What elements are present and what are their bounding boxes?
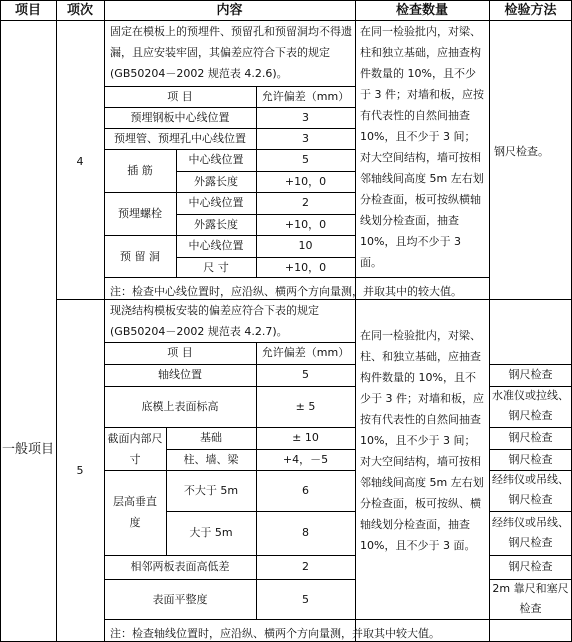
row5-flat-value: 5 [302,593,309,606]
row4-bar-label: 插 筋 [127,164,153,177]
row5-flat-label: 表面平整度 [152,593,208,606]
row5-index: 5 [76,464,84,477]
row5-section-foundation-value: ± 10 [292,431,319,444]
row4-table-head-item: 项 目 [167,90,193,103]
row5-bottom-method: 水准仪或拉线、钢尺检查 [492,389,569,422]
row5-vertical-gt5: 大于 5m [189,526,233,539]
row4-plate-label: 预埋钢板中心线位置 [130,111,230,124]
row5-axis-method: 钢尺检查 [508,368,553,381]
row5-bottom-value: ± 5 [295,400,316,413]
general-item-label: 一般项目 [2,442,55,457]
row5-vertical-le5-method: 经纬仪或吊线、钢尺检查 [492,473,569,506]
row4-pipe-value: 3 [302,132,309,145]
row4-bolt-label: 预埋螺栓 [118,207,162,220]
row5-vertical-le5: 不大于 5m [183,484,239,497]
header-item: 项目 [14,3,41,18]
row5-adjacent-value: 2 [302,560,309,573]
row4-intro: 固定在模板上的预埋件、预留孔和预留洞均不得遗漏，且应安装牢固，其偏差应符合下表的规定(GB50204－2002 规范表 4.2.6)。 [110,25,352,80]
row4-table-head-deviation: 允许偏差（mm） [261,90,350,103]
row5-note: 注：检查轴线位置时，应沿纵、横两个方向量测，并取其中较大值。 [110,627,440,640]
row4-bar-center: 中心线位置 [188,153,244,166]
row4-hole-size: 尺 寸 [203,261,229,274]
row5-section-label: 截面内部尺寸 [107,432,163,466]
row5-intro: 现浇结构模板安装的偏差应符合下表的规定(GB50204－2002 规范表 4.2.7)。 [110,304,319,338]
row4-hole-size-value: +10，0 [284,261,327,274]
row5-vertical-label: 层高垂直度 [113,495,157,529]
row4-bar-center-value: 5 [302,153,309,166]
row4-method: 钢尺检查。 [494,145,549,158]
row5-section-column-value: +4，－5 [282,453,329,466]
header-inspect-quantity: 检查数量 [395,3,448,18]
row5-axis-label: 轴线位置 [158,368,202,381]
header-content: 内容 [216,3,243,18]
row4-note: 注：检查中心线位置时，应沿纵、横两个方向量测，并取其中的较大值。 [110,285,462,298]
row4-pipe-label: 预埋管、预埋孔中心线位置 [114,132,246,145]
row5-adjacent-label: 相邻两板表面高低差 [130,560,230,573]
row5-vertical-le5-value: 6 [302,484,309,497]
row5-table-head-item: 项 目 [167,346,193,359]
row4-bolt-center: 中心线位置 [188,196,244,209]
row4-bolt-exposed-value: +10，0 [284,218,327,231]
row4-bar-exposed: 外露长度 [194,175,238,188]
row4-quantity: 在同一检验批内，对梁、柱和独立基础，应抽查构件数量的 10%，且不少于 3 件；对墙和板，应按有代表性的自然间抽查 10%，且不少于 3 间；对大空间结构，墙可按相邻轴线间高度 5m 左右划分检查面，板可按纵横轴线划分检查面，抽查 10%，且均不少于 3 面。 [360,25,484,269]
row4-hole-center: 中心线位置 [188,239,244,252]
row5-adjacent-method: 钢尺检查 [508,560,553,573]
row5-bottom-label: 底模上表面标高 [141,400,219,413]
row4-bolt-center-value: 2 [302,196,309,209]
row5-vertical-gt5-value: 8 [302,526,309,539]
row5-section-foundation-method: 钢尺检查 [508,431,553,444]
row5-table-head-deviation: 允许偏差（mm） [261,346,350,359]
row4-plate-value: 3 [302,111,309,124]
row4-bar-exposed-value: +10，0 [284,175,327,188]
header-index: 项次 [66,3,93,18]
row5-axis-value: 5 [302,368,309,381]
row4-bolt-exposed: 外露长度 [194,218,238,231]
row5-section-column-method: 钢尺检查 [508,453,553,466]
header-inspect-method: 检验方法 [504,3,557,18]
row5-section-foundation: 基础 [200,431,222,444]
row4-hole-center-value: 10 [298,239,313,252]
row5-vertical-gt5-method: 经纬仪或吊线、钢尺检查 [492,516,569,549]
row4-hole-label: 预 留 洞 [120,250,160,263]
row4-index: 4 [76,155,84,168]
row5-flat-method: 2m 靠尺和塞尺检查 [492,582,569,615]
row5-section-column: 柱、墙、梁 [183,453,239,466]
row5-quantity: 在同一检验批内，对梁、柱、和独立基础，应抽查构件数量的 10%，且不少于 3 件；对墙和板，应按有代表性的自然间抽查 10%，且不少于 3 间；对大空间结构，墙可按相邻轴线间高度 5m 左右划分检查面，板可按纵、横轴线划分检查面，抽查 10%，且不少于 3 面。 [360,329,484,552]
